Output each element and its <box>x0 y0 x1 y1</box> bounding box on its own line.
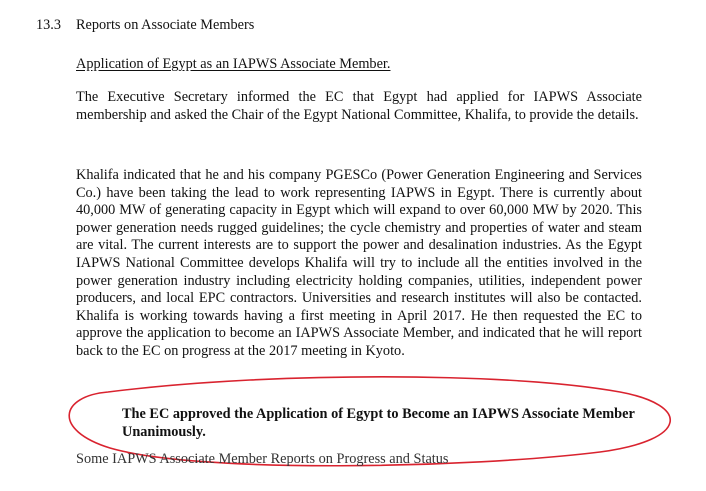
cutoff-text: Some IAPWS Associate Member Reports on Progress and Status <box>76 451 449 467</box>
paragraph-khalifa-report: Khalifa indicated that he and his company PGESCo (Power Generation Engineering and Services Co.) have been taking the lead to work representing IAPWS in Egypt. There is currently about 40,000 MW of generating capacity in Egypt which will expand to over 60,000 MW by 2020. This power generation needs rugged guidelines; the cycle chemistry and properties of water and steam are vital. The current interests are to support the power and desalination industries. As the Egypt IAPWS National Committee develops Khalifa will try to include all the entities involved in the power generation industry including electricity holding companies, utilities, independent power producers, and local EPC contractors. Universities and research institutes will also be contacted. Khalifa is working towards having a first meeting in April 2017. He then requested the EC to approve the application to become an IAPWS Associate Member, and indicated that he will report back to the EC on progress at the 2017 meeting in Kyoto. <box>76 167 642 359</box>
paragraph-executive-secretary: The Executive Secretary informed the EC that Egypt had applied for IAPWS Associate membership and asked the Chair of the Egypt National Committee, Khalifa, to provide the details. <box>76 89 642 123</box>
subsection-title: Application of Egypt as an IAPWS Associate Member. <box>76 56 391 72</box>
section-number: 13.3 <box>36 17 62 33</box>
resolution-statement: The EC approved the Application of Egypt to Become an IAPWS Associate Member Unanimously. <box>122 406 635 440</box>
cutoff-next-line <box>76 451 642 468</box>
section-title: Reports on Associate Members <box>76 17 255 33</box>
